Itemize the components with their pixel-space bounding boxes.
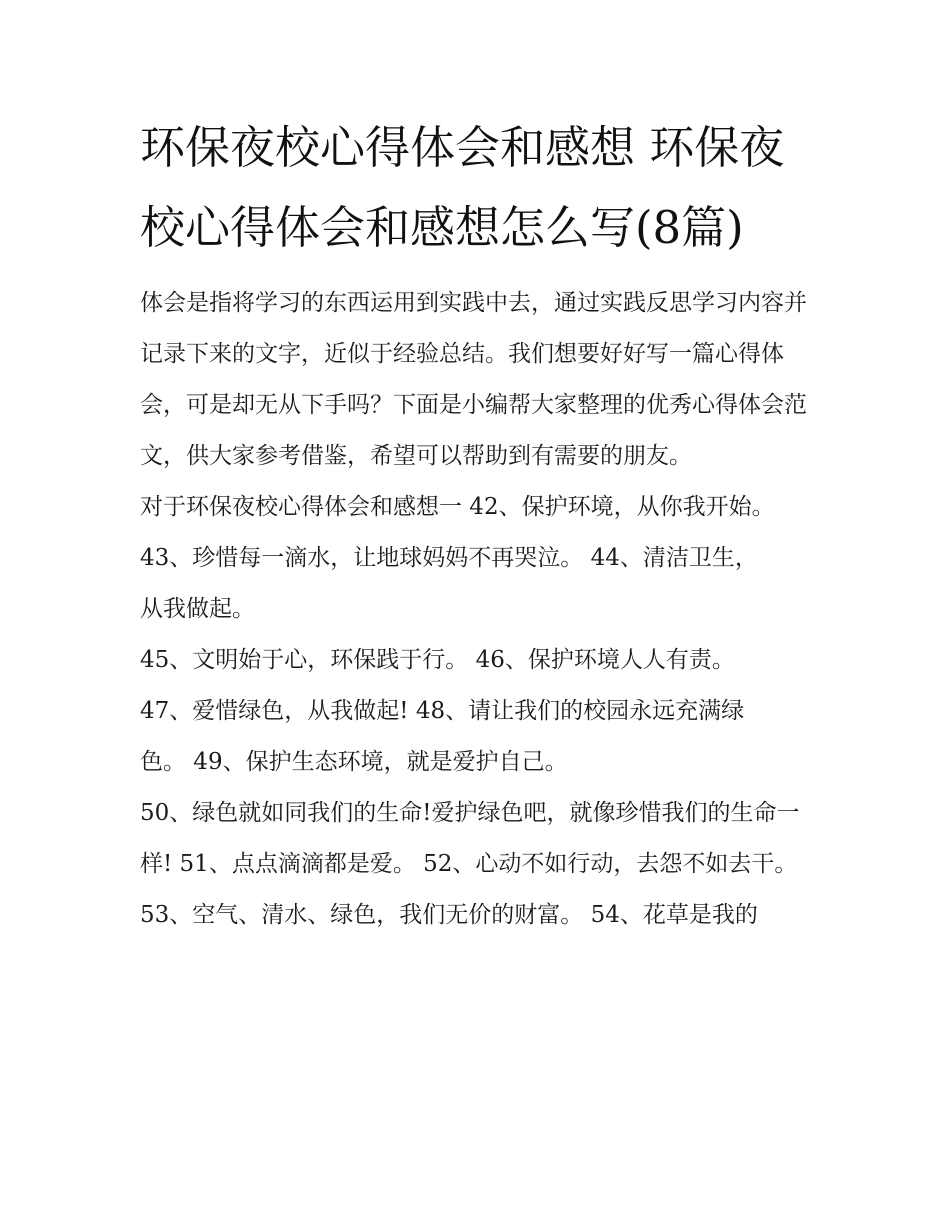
paragraph-intro: 体会是指将学习的东西运用到实践中去，通过实践反思学习内容并记录下来的文字，近似于经验总结。我们想要好好写一篇心得体会，可是却无从下手吗？下面是小编帮大家整理的优秀心得体会范文，供大家参考借鉴，希望可以帮助到有需要的朋友。	[140, 290, 807, 469]
paragraph-slogans-5: 53、空气、清水、绿色，我们无价的财富。 54、花草是我的	[140, 902, 758, 928]
paragraph-slogans-1: 对于环保夜校心得体会和感想一 42、保护环境，从你我开始。 43、珍惜每一滴水，让地球妈妈不再哭泣。 44、清洁卫生，从我做起。	[140, 494, 775, 622]
document-title: 环保夜校心得体会和感想 环保夜校心得体会和感想怎么写(8篇)	[140, 121, 785, 254]
paragraph-slogans-4: 50、绿色就如同我们的生命!爱护绿色吧，就像珍惜我们的生命一样! 51、点点滴滴都是爱。 52、心动不如行动，去怨不如去干。	[140, 800, 800, 877]
paragraph-slogans-2: 45、文明始于心，环保践于行。 46、保护环境人人有责。	[140, 647, 735, 673]
paragraph-slogans-3: 47、爱惜绿色，从我做起! 48、请让我们的校园永远充满绿色。 49、保护生态环境，就是爱护自己。	[140, 698, 745, 775]
document-body	[140, 108, 815, 941]
